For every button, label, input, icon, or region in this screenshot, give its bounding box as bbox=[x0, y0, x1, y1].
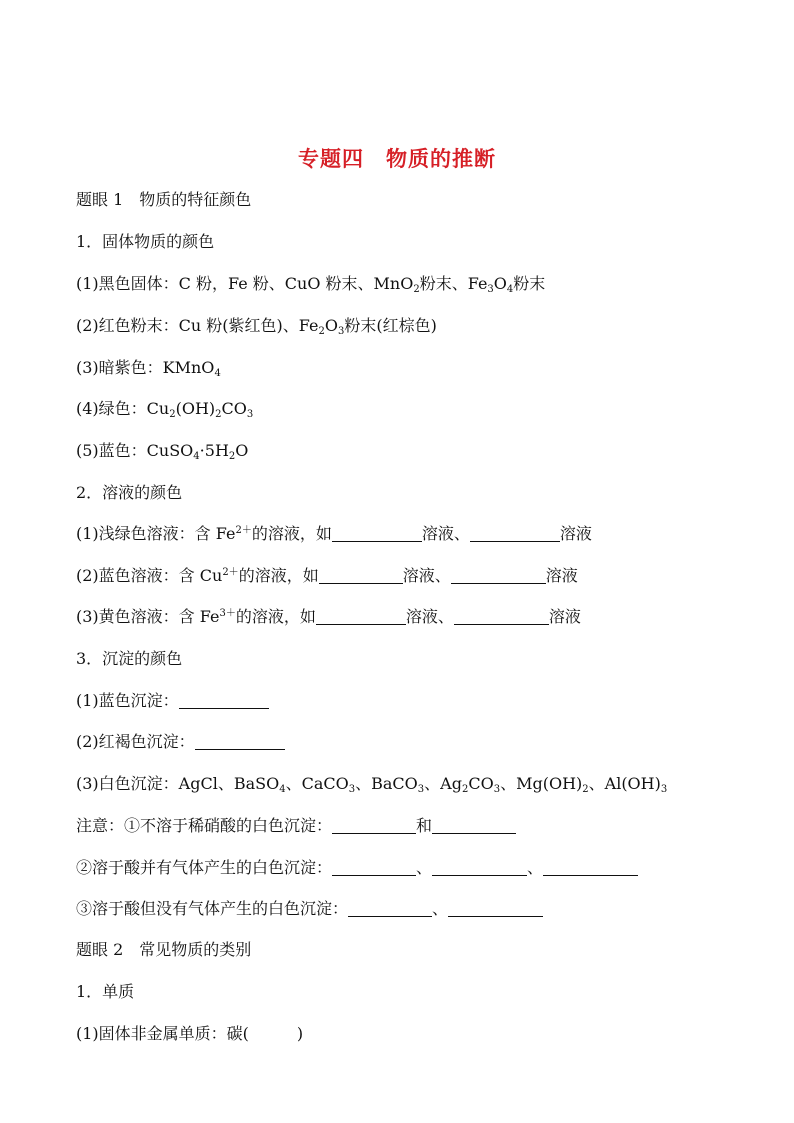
answer-blank[interactable] bbox=[448, 900, 543, 917]
answer-blank[interactable] bbox=[195, 733, 285, 750]
answer-blank[interactable] bbox=[470, 525, 560, 542]
item-light-green-solution: (1)浅绿色溶液：含 $Fe^{2+}$的溶液，如 溶液、 溶液 bbox=[76, 524, 592, 543]
answer-blank[interactable] bbox=[432, 859, 527, 876]
answer-blank[interactable] bbox=[179, 692, 269, 709]
item-dark-purple: (3)暗紫色：KMnO$_4$ bbox=[76, 358, 221, 379]
answer-blank[interactable] bbox=[316, 608, 406, 625]
item-blue-precipitate: (1)蓝色沉淀： bbox=[76, 690, 269, 712]
subheading-precipitate-colors: 3．沉淀的颜色 bbox=[76, 649, 183, 668]
answer-blank[interactable] bbox=[332, 859, 416, 876]
answer-blank[interactable] bbox=[332, 817, 416, 834]
item-yellow-solution: (3)黄色溶液：含 $Fe^{3+}$的溶液，如 溶液、 溶液 bbox=[76, 607, 581, 626]
section-heading-2: 题眼 2 常见物质的类别 bbox=[76, 940, 252, 959]
subheading-solid-colors: 1．固体物质的颜色 bbox=[76, 232, 215, 251]
answer-blank[interactable] bbox=[348, 900, 432, 917]
page-title: 专题四 物质的推断 bbox=[298, 147, 496, 171]
note-insoluble-in-nitric-acid: 注意：①不溶于稀硝酸的白色沉淀： 和 bbox=[76, 815, 516, 837]
item-white-precipitates: (3)白色沉淀：AgCl、BaSO$_4$、CaCO$_3$、BaCO$_3$、$Ag_2CO_3$、$Mg(OH)_2$、$Al(OH)_3$ bbox=[76, 774, 668, 795]
answer-blank[interactable] bbox=[451, 567, 546, 584]
item-blue: (5)蓝色：$CuSO_4\cdot 5H_2O$ bbox=[76, 441, 249, 462]
answer-blank[interactable] bbox=[332, 525, 422, 542]
answer-blank[interactable] bbox=[319, 567, 403, 584]
item-solid-nonmetal: (1)固体非金属单质：碳( ) bbox=[76, 1024, 304, 1043]
note-acid-soluble-no-gas: ③溶于酸但没有气体产生的白色沉淀： 、 bbox=[76, 898, 543, 920]
answer-blank[interactable] bbox=[454, 608, 549, 625]
item-green: (4)绿色：$Cu_2(OH)_2CO_3$ bbox=[76, 399, 254, 420]
subheading-elements: 1．单质 bbox=[76, 982, 135, 1001]
item-blue-solution: (2)蓝色溶液：含 $Cu^{2+}$的溶液，如 溶液、 溶液 bbox=[76, 566, 578, 585]
subheading-solution-colors: 2．溶液的颜色 bbox=[76, 483, 183, 502]
answer-blank[interactable] bbox=[543, 859, 638, 876]
answer-blank[interactable] bbox=[432, 817, 516, 834]
item-black-solids: (1)黑色固体：C 粉，Fe 粉、CuO 粉末、MnO$_2$粉末、$Fe_3O_4$粉末 bbox=[76, 274, 546, 295]
item-red-powders: (2)红色粉末：Cu 粉(紫红色)、$Fe_2O_3$粉末(红棕色) bbox=[76, 316, 437, 337]
section-heading-1: 题眼 1 物质的特征颜色 bbox=[76, 190, 252, 209]
note-acid-soluble-with-gas: ②溶于酸并有气体产生的白色沉淀： 、 、 bbox=[76, 857, 638, 879]
item-red-brown-precipitate: (2)红褐色沉淀： bbox=[76, 731, 285, 753]
